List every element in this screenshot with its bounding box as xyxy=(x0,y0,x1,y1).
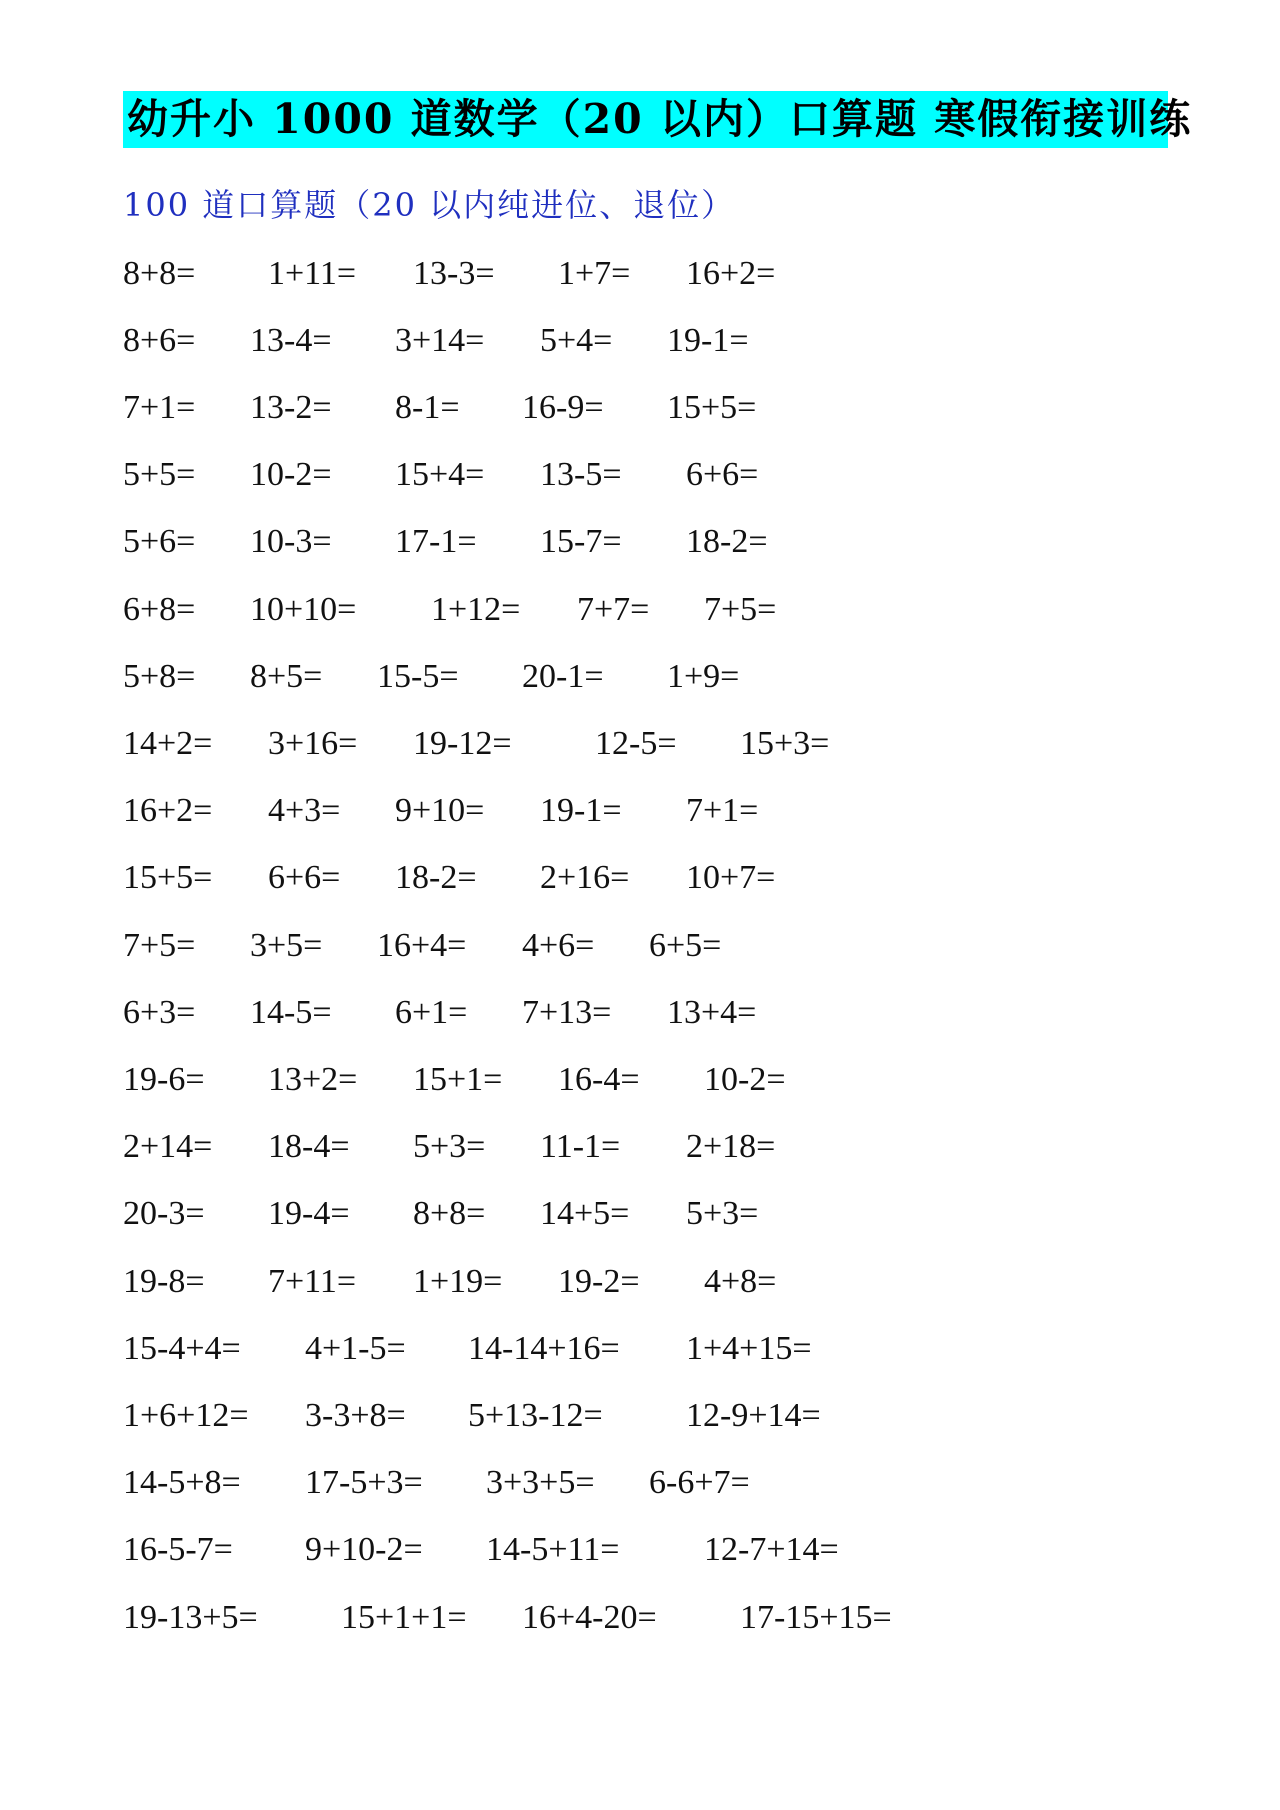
math-problem: 3-3+8= xyxy=(305,1397,406,1434)
math-problem: 11-1= xyxy=(540,1128,621,1165)
math-problem: 20-1= xyxy=(522,658,604,695)
math-problem: 7+13= xyxy=(522,994,612,1031)
math-problem: 8+5= xyxy=(250,658,323,695)
problem-row xyxy=(0,1522,1280,1578)
math-problem: 6+5= xyxy=(649,927,722,964)
math-problem: 4+1-5= xyxy=(305,1330,406,1367)
math-problem: 4+8= xyxy=(704,1263,777,1300)
math-problem: 2+14= xyxy=(123,1128,213,1165)
math-problem: 16-4= xyxy=(558,1061,640,1098)
math-problem: 14-14+16= xyxy=(468,1330,620,1367)
math-problem: 1+11= xyxy=(268,255,357,292)
problem-row xyxy=(0,1052,1280,1108)
math-problem: 17-15+15= xyxy=(740,1599,892,1636)
problem-row xyxy=(0,1186,1280,1242)
math-problem: 19-8= xyxy=(123,1263,205,1300)
math-problem: 9+10= xyxy=(395,792,485,829)
math-problem: 6+3= xyxy=(123,994,196,1031)
math-problem: 13-4= xyxy=(250,322,332,359)
math-problem: 14-5= xyxy=(250,994,332,1031)
math-problem: 15+5= xyxy=(123,859,213,896)
math-problem: 7+5= xyxy=(123,927,196,964)
math-problem: 6+6= xyxy=(686,456,759,493)
math-problem: 16-5-7= xyxy=(123,1531,233,1568)
math-problem: 16+4= xyxy=(377,927,467,964)
math-problem: 19-2= xyxy=(558,1263,640,1300)
math-problem: 15+1+1= xyxy=(341,1599,467,1636)
math-problem: 19-6= xyxy=(123,1061,205,1098)
math-problem: 10+7= xyxy=(686,859,776,896)
math-problem: 1+19= xyxy=(413,1263,503,1300)
math-problem: 20-3= xyxy=(123,1195,205,1232)
problem-row xyxy=(0,918,1280,974)
math-problem: 14-5+11= xyxy=(486,1531,620,1568)
math-problem: 13-2= xyxy=(250,389,332,426)
math-problem: 6+6= xyxy=(268,859,341,896)
math-problem: 12-5= xyxy=(595,725,677,762)
problem-row xyxy=(0,1388,1280,1444)
math-problem: 15+4= xyxy=(395,456,485,493)
math-problem: 7+5= xyxy=(704,591,777,628)
math-problem: 14-5+8= xyxy=(123,1464,241,1501)
problem-row xyxy=(0,850,1280,906)
math-problem: 7+1= xyxy=(123,389,196,426)
math-problem: 4+6= xyxy=(522,927,595,964)
math-problem: 5+6= xyxy=(123,523,196,560)
math-problem: 5+5= xyxy=(123,456,196,493)
math-problem: 13+2= xyxy=(268,1061,358,1098)
math-problem: 3+14= xyxy=(395,322,485,359)
math-problem: 19-1= xyxy=(667,322,749,359)
problem-row xyxy=(0,985,1280,1041)
math-problem: 9+10-2= xyxy=(305,1531,423,1568)
math-problem: 16+2= xyxy=(123,792,213,829)
math-problem: 18-4= xyxy=(268,1128,350,1165)
math-problem: 5+4= xyxy=(540,322,613,359)
math-problem: 7+7= xyxy=(577,591,650,628)
math-problem: 16-9= xyxy=(522,389,604,426)
math-problem: 15-5= xyxy=(377,658,459,695)
math-problem: 15-7= xyxy=(540,523,622,560)
math-problem: 10-2= xyxy=(704,1061,786,1098)
math-problem: 6-6+7= xyxy=(649,1464,750,1501)
problem-row xyxy=(0,1455,1280,1511)
math-problem: 8+8= xyxy=(413,1195,486,1232)
math-problem: 1+7= xyxy=(558,255,631,292)
problem-row xyxy=(0,246,1280,302)
math-problem: 15+3= xyxy=(740,725,830,762)
math-problem: 6+1= xyxy=(395,994,468,1031)
math-problem: 17-5+3= xyxy=(305,1464,423,1501)
math-problem: 13-3= xyxy=(413,255,495,292)
math-problem: 2+16= xyxy=(540,859,630,896)
math-problem: 18-2= xyxy=(395,859,477,896)
math-problem: 18-2= xyxy=(686,523,768,560)
math-problem: 12-9+14= xyxy=(686,1397,821,1434)
math-problem: 5+13-12= xyxy=(468,1397,603,1434)
problem-row xyxy=(0,380,1280,436)
math-problem: 7+11= xyxy=(268,1263,357,1300)
math-problem: 7+1= xyxy=(686,792,759,829)
problem-row xyxy=(0,1119,1280,1175)
math-problem: 19-1= xyxy=(540,792,622,829)
problem-row xyxy=(0,582,1280,638)
math-problem: 15+1= xyxy=(413,1061,503,1098)
math-problem: 5+8= xyxy=(123,658,196,695)
problem-row xyxy=(0,1321,1280,1377)
math-problem: 13-5= xyxy=(540,456,622,493)
math-problem: 17-1= xyxy=(395,523,477,560)
math-problem: 10-3= xyxy=(250,523,332,560)
math-problem: 15-4+4= xyxy=(123,1330,241,1367)
math-problem: 8+6= xyxy=(123,322,196,359)
math-problem: 1+9= xyxy=(667,658,740,695)
math-problem: 3+3+5= xyxy=(486,1464,595,1501)
problem-row xyxy=(0,313,1280,369)
problem-row xyxy=(0,1254,1280,1310)
math-problem: 8-1= xyxy=(395,389,460,426)
math-problem: 10+10= xyxy=(250,591,357,628)
math-problem: 14+2= xyxy=(123,725,213,762)
math-problem: 10-2= xyxy=(250,456,332,493)
math-problem: 1+6+12= xyxy=(123,1397,249,1434)
problem-row xyxy=(0,649,1280,705)
page-title: 幼升小 1000 道数学（20 以内）口算题 寒假衔接训练 xyxy=(127,95,1193,143)
problem-row xyxy=(0,447,1280,503)
section-subtitle: 100 道口算题（20 以内纯进位、退位） xyxy=(123,186,736,224)
math-problem: 4+3= xyxy=(268,792,341,829)
math-problem: 6+8= xyxy=(123,591,196,628)
math-problem: 16+4-20= xyxy=(522,1599,657,1636)
problem-row xyxy=(0,514,1280,570)
problem-row xyxy=(0,716,1280,772)
math-problem: 3+16= xyxy=(268,725,358,762)
math-problem: 5+3= xyxy=(686,1195,759,1232)
math-problem: 5+3= xyxy=(413,1128,486,1165)
math-problem: 13+4= xyxy=(667,994,757,1031)
math-problem: 19-12= xyxy=(413,725,512,762)
math-problem: 14+5= xyxy=(540,1195,630,1232)
math-problem: 16+2= xyxy=(686,255,776,292)
math-problem: 8+8= xyxy=(123,255,196,292)
problem-row xyxy=(0,783,1280,839)
math-problem: 15+5= xyxy=(667,389,757,426)
math-problem: 2+18= xyxy=(686,1128,776,1165)
math-problem: 1+4+15= xyxy=(686,1330,812,1367)
math-problem: 1+12= xyxy=(431,591,521,628)
math-problem: 19-4= xyxy=(268,1195,350,1232)
problem-row xyxy=(0,1590,1280,1646)
math-problem: 12-7+14= xyxy=(704,1531,839,1568)
math-problem: 3+5= xyxy=(250,927,323,964)
math-problem: 19-13+5= xyxy=(123,1599,258,1636)
